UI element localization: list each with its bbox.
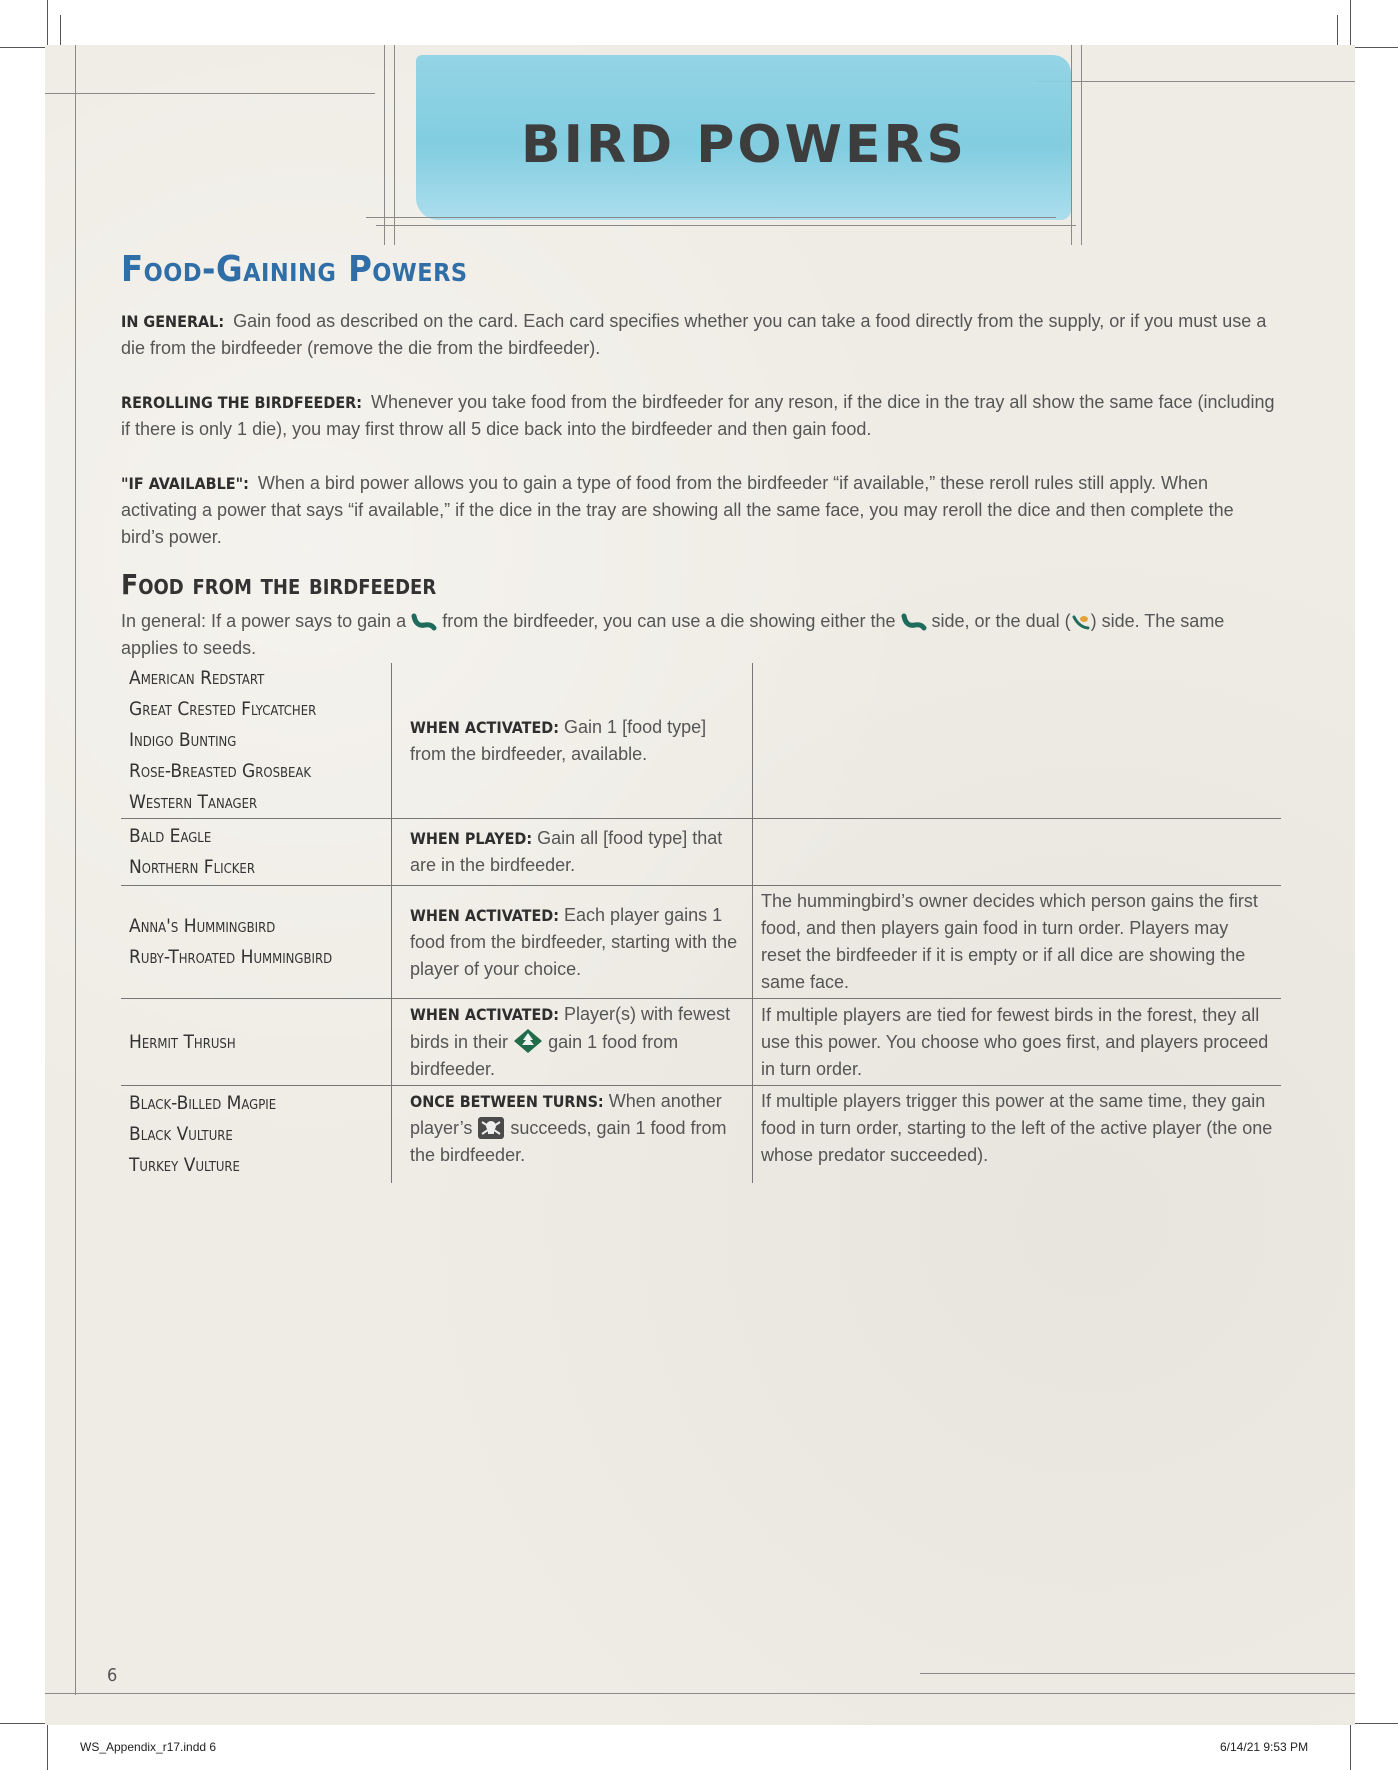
table-row <box>121 663 1281 819</box>
paragraph-text: Whenever you take food from the birdfeeder for any reson, if the dice in the tray all show the same face (including if there is only 1 die), you may first throw all 5 dice back into the birdfeeder and then gain food. <box>121 392 1275 439</box>
power-text: Gain 1 [food type] from the birdfeeder, available. <box>410 716 707 764</box>
bird-name: Hermit Thrush <box>129 1030 236 1053</box>
bird-name: Black-Billed Magpie <box>129 1092 277 1114</box>
crop-mark <box>1353 1723 1398 1724</box>
invertebrate-icon <box>411 613 437 631</box>
subsection-title: Food from the birdfeeder <box>121 568 437 601</box>
bird-name: Great Crested Flycatcher <box>129 698 317 720</box>
powers-table <box>121 663 1281 1183</box>
page <box>45 45 1355 1725</box>
frame-line <box>920 1673 1355 1674</box>
slug-filename: WS_Appendix_r17.indd 6 <box>80 1740 217 1754</box>
forest-habitat-icon <box>513 1028 543 1054</box>
power-note: If multiple players are tied for fewest birds in the forest, they all use this power. You choose who goes first, and players proceed in turn order. <box>761 1004 1269 1079</box>
bird-name: American Redstart <box>129 667 265 689</box>
bird-name: Turkey Vulture <box>129 1154 240 1176</box>
frame-line <box>45 93 375 94</box>
power-text: Gain all [food type] that are in the birdfeeder. <box>410 828 723 875</box>
paragraph-text: When a bird power allows you to gain a type of food from the birdfeeder “if available,” these reroll rules still apply. When activating a power that says “if available,” if the dice in the tray are showing all the same face, you may reroll the dice and then complete the bird’s power. <box>121 473 1234 547</box>
bird-name: Bald Eagle <box>129 825 212 847</box>
bird-name: Black Vulture <box>129 1123 233 1145</box>
power-text: succeeds, gain 1 food from the birdfeeder. <box>410 1118 727 1165</box>
title-banner <box>376 45 1112 255</box>
bird-name: Western Tanager <box>129 791 258 813</box>
seed-invertebrate-icon <box>1071 613 1091 631</box>
power-keyword: WHEN ACTIVATED: <box>410 905 560 925</box>
power-text: gain 1 food from birdfeeder. <box>410 1032 679 1079</box>
table-row <box>121 1086 1281 1184</box>
banner-frame <box>366 217 1056 218</box>
intro-text: side, or the dual ( <box>931 611 1071 631</box>
frame-line <box>45 1693 1355 1694</box>
bird-name: Northern Flicker <box>129 856 255 878</box>
power-keyword: WHEN ACTIVATED: <box>410 717 560 737</box>
page-number: 6 <box>107 1665 118 1686</box>
section-title: Food-Gaining Powers <box>121 249 468 290</box>
paragraph-rerolling <box>121 389 1281 443</box>
crop-mark <box>47 1725 48 1770</box>
crop-mark <box>1337 15 1338 45</box>
intro-text: ) side. The same applies to seeds. <box>121 611 1225 658</box>
crop-mark <box>60 15 61 45</box>
paragraph-lead: "IF AVAILABLE": <box>121 474 249 493</box>
crop-mark <box>0 1723 45 1724</box>
invertebrate-icon <box>901 613 927 631</box>
crop-mark <box>1350 1725 1351 1770</box>
table-row <box>121 886 1281 999</box>
subsection-intro <box>121 608 1281 662</box>
banner-frame <box>376 225 1076 226</box>
power-keyword: WHEN PLAYED: <box>410 829 533 848</box>
power-keyword: WHEN ACTIVATED: <box>410 1005 560 1024</box>
intro-text: from the birdfeeder, you can use a die showing either the <box>442 611 896 631</box>
table-row <box>121 819 1281 886</box>
paragraph-if-available <box>121 470 1281 551</box>
table-row <box>121 999 1281 1086</box>
power-text: Each player gains 1 food from the birdfeeder, starting with the player of your choice. <box>410 904 738 979</box>
bird-name: Anna's Hummingbird <box>129 915 276 937</box>
paragraph-lead: REROLLING THE BIRDFEEDER: <box>121 393 363 412</box>
crop-mark <box>0 47 45 48</box>
slug-timestamp: 6/14/21 9:53 PM <box>1220 1740 1309 1754</box>
power-note: The hummingbird’s owner decides which person gains the first food, and then players gain food in turn order. Players may reset the birdfeeder if it is empty or if all dice are showing the same face. <box>761 891 1258 992</box>
intro-text: In general: If a power says to gain a <box>121 611 407 631</box>
page-title: BIRD POWERS <box>521 115 967 175</box>
bird-name: Rose-Breasted Grosbeak <box>129 760 312 782</box>
paragraph-text: Gain food as described on the card. Each card specifies whether you can take a food directly from the supply, or if you must use a die from the birdfeeder (remove the die from the birdfeeder). <box>121 311 1267 358</box>
paragraph-lead: IN GENERAL: <box>121 312 225 331</box>
power-keyword: ONCE BETWEEN TURNS: <box>410 1092 604 1111</box>
bird-name: Ruby-Throated Hummingbird <box>129 946 333 968</box>
power-text: Player(s) with fewest birds in their <box>410 1004 731 1052</box>
frame-line <box>75 45 76 1695</box>
power-note: If multiple players trigger this power at the same time, they gain food in turn order, starting to the left of the active player (the one whose predator succeeded). <box>761 1091 1273 1165</box>
bird-name: Indigo Bunting <box>129 729 237 751</box>
paragraph-in-general <box>121 308 1281 362</box>
crop-mark <box>47 0 48 45</box>
predator-icon <box>477 1116 505 1140</box>
power-text: When another player’s <box>410 1091 722 1138</box>
crop-mark <box>1350 0 1351 45</box>
crop-mark <box>1353 47 1398 48</box>
